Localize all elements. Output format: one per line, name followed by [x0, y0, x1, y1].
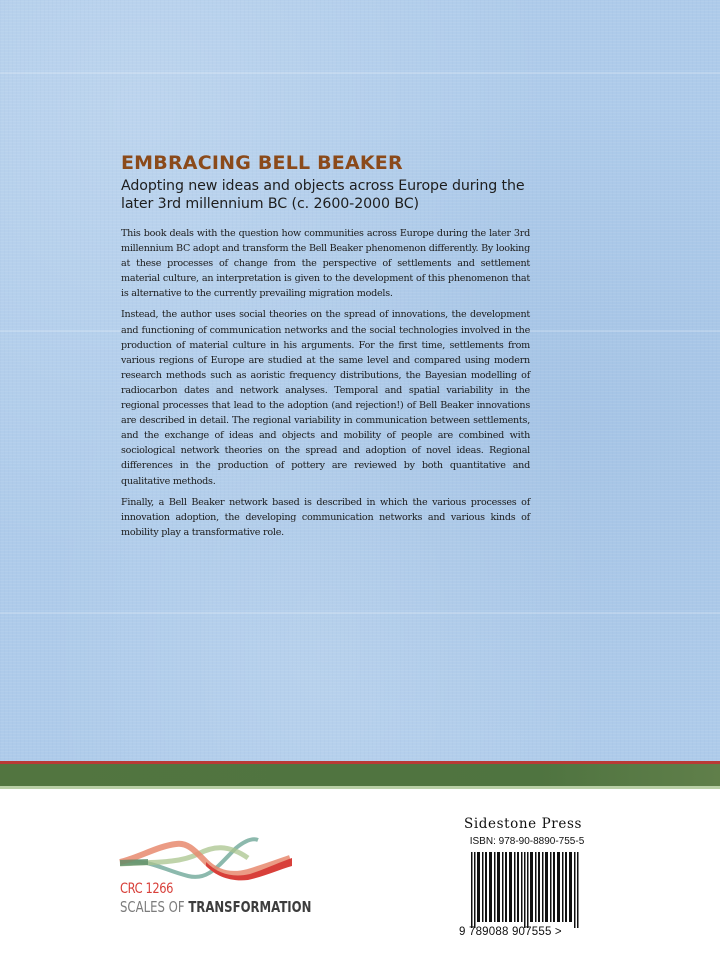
blurb-paragraph: This book deals with the question how communities across Europe during the later 3rd millennium BC adopt and transform the Bell Beaker phenomenon differently. By looking at these processes of change from the perspective of settlements and settlement material culture, an interpretation is given to the development of this phenomenon that is alternative to the currently prevailing migration models.	[121, 228, 530, 300]
crc-1266-logo	[118, 836, 312, 920]
isbn-label: ISBN: 978-90-8890-755-5	[469, 836, 585, 847]
blurb	[121, 226, 530, 540]
texture-line	[0, 72, 720, 74]
book-subtitle: Adopting new ideas and objects across Europe during the later 3rd millennium BC (c. 2600-2000 BC)	[121, 178, 525, 212]
barcode-icon	[471, 852, 579, 928]
wave-ribbons-icon	[118, 836, 298, 886]
back-cover-text	[121, 152, 530, 540]
green-band	[0, 764, 720, 786]
transformation-text: TRANSFORMATION	[188, 898, 312, 916]
texture-line	[0, 612, 720, 614]
light-green-stripe	[0, 786, 720, 789]
barcode-digits: 9 789088 907555 >	[459, 926, 562, 938]
scales-of-transformation-label	[120, 899, 311, 916]
scales-of-text: SCALES OF	[120, 898, 189, 916]
publisher-name: Sidestone Press	[463, 816, 583, 832]
book-title: EMBRACING BELL BEAKER	[121, 152, 403, 174]
blurb-paragraph: Finally, a Bell Beaker network based is described in which the various processes of innovation adoption, the developing communication networks and various kinds of mobility play a transformative role.	[121, 496, 530, 538]
crc-label: CRC 1266	[120, 881, 174, 897]
blurb-paragraph: Instead, the author uses social theories on the spread of innovations, the development and functioning of communication networks and the social technologies involved in the production of material culture in his arguments. For the first time, settlements from various regions of Europe are studied at the same level and compared using modern research methods such as aoristic frequency distributions, the Bayesian modelling of radiocarbon dates and network analyses. Temporal and spatial variability in the regional processes that lead to the adoption (and rejection!) of Bell Beaker innovations are described in detail. The regional variability in communication between settlements, and the exchange of ideas and objects and mobility of people are combined with sociological network theories on the spread and adoption of novel ideas. Regional differences in the production of pottery are reviewed by both quantitative and qualitative methods.	[121, 309, 530, 487]
